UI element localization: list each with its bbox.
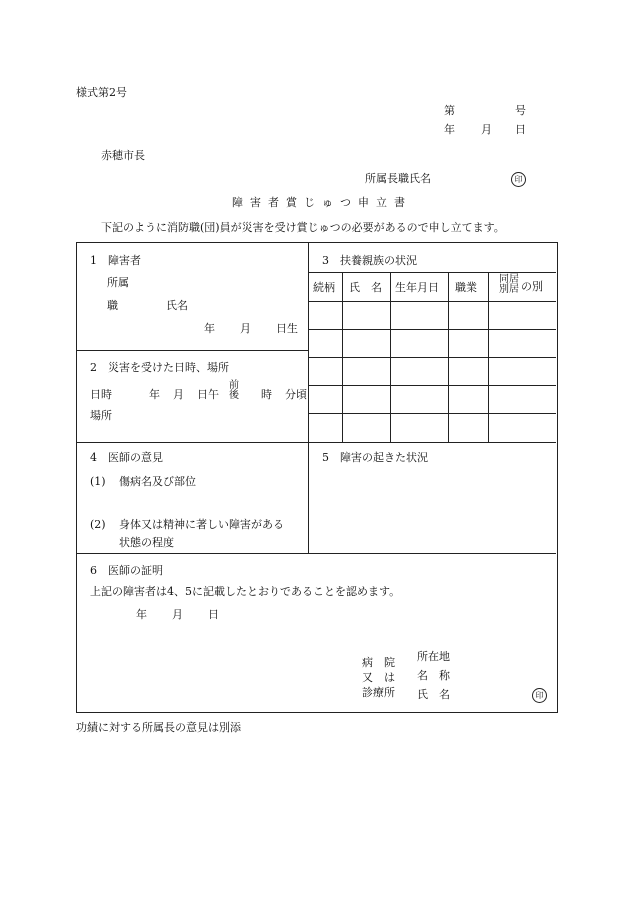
sec2-heading: 2 災害を受けた日時、場所: [90, 361, 229, 374]
sec6-address-label: 所在地: [417, 650, 450, 663]
sec6-hospital-line1: 病 院: [362, 656, 395, 669]
footer-note: 功績に対する所属長の意見は別添: [76, 721, 241, 734]
date-month: 月: [481, 123, 492, 136]
sec6-year: 年: [136, 608, 147, 621]
sec4-item2-line2: 状態の程度: [119, 536, 174, 549]
addressee: 赤穂市長: [101, 149, 145, 162]
sec2-hour: 時: [261, 388, 272, 401]
sec6-hospital-line3: 診療所: [362, 686, 395, 699]
applicant-label: 所属長職氏名: [365, 172, 431, 185]
dep-table-col4: [488, 272, 489, 442]
dep-col-cohabit-bottom: 別居: [499, 284, 519, 295]
dep-col-cohabit-top: 同居: [499, 274, 519, 285]
dep-table-row4: [309, 385, 556, 386]
divider-row-sec6: [77, 553, 556, 554]
intro-text: 下記のように消防職(団)員が災害を受け賞じゅつの必要があるので申し立てます。: [101, 221, 505, 234]
sec2-am-pm-prefix: 午: [208, 388, 219, 401]
sec2-minute: 分頃: [285, 388, 307, 401]
form-number: 様式第2号: [76, 86, 127, 99]
divider-vertical-upper: [308, 243, 309, 554]
sec1-birth-month: 月: [240, 322, 251, 335]
divider-sec1-sec2: [77, 350, 308, 351]
sec2-month: 月: [173, 388, 184, 401]
sec1-position-label: 職: [107, 299, 118, 312]
sec3-heading: 3 扶養親族の状況: [322, 254, 417, 267]
sec6-month: 月: [172, 608, 183, 621]
doc-number-dai: 第: [444, 104, 455, 117]
sec2-day: 日: [197, 388, 208, 401]
dep-table-top: [309, 272, 556, 273]
dep-table-row1: [309, 301, 556, 302]
sec1-heading: 1 障害者: [90, 254, 141, 267]
sec1-birth-year: 年: [204, 322, 215, 335]
applicant-seal-icon: 印: [511, 172, 526, 187]
sec2-year: 年: [149, 388, 160, 401]
sec6-day: 日: [208, 608, 219, 621]
date-day: 日: [515, 123, 526, 136]
dep-table-col3: [448, 272, 449, 442]
sec4-item2-line1: 身体又は精神に著しい障害がある: [119, 518, 284, 531]
sec6-statement: 上記の障害者は4、5に記載したとおりであることを認めます。: [90, 585, 401, 598]
sec4-item1-number: (1): [90, 475, 106, 488]
sec6-hospital-line2: 又 は: [362, 671, 395, 684]
dep-col-relationship: 続柄: [313, 281, 335, 294]
sec1-name-label: 氏名: [166, 299, 188, 312]
dep-col-name: 氏 名: [349, 281, 382, 294]
sec4-item2-number: (2): [90, 518, 106, 531]
dep-col-birthdate: 生年月日: [395, 281, 439, 294]
sec6-doctor-name-label: 氏 名: [417, 688, 450, 701]
sec1-affiliation-label: 所属: [107, 276, 129, 289]
doctor-seal-icon: 印: [532, 688, 547, 703]
date-year: 年: [444, 123, 455, 136]
dep-table-row3: [309, 357, 556, 358]
sec6-heading: 6 医師の証明: [90, 564, 163, 577]
dep-table-col1: [342, 272, 343, 442]
dep-col-cohabit-suffix: の別: [521, 280, 543, 293]
divider-row-sec4: [77, 442, 556, 443]
dep-col-occupation: 職業: [455, 281, 477, 294]
document-title: 障害者賞じゅつ申立書: [232, 196, 412, 209]
doc-number-go: 号: [515, 104, 526, 117]
sec2-ampm-top: 前: [229, 380, 239, 391]
dep-col-cohabit-stack: [497, 275, 521, 295]
sec4-heading: 4 医師の意見: [90, 451, 163, 464]
sec2-datetime-label: 日時: [90, 388, 112, 401]
dep-table-col2: [390, 272, 391, 442]
sec2-ampm-stack: [228, 381, 240, 401]
sec1-birth-day: 日生: [276, 322, 298, 335]
dep-table-row2: [309, 329, 556, 330]
sec4-item1-text: 傷病名及び部位: [119, 475, 196, 488]
sec2-place-label: 場所: [90, 409, 112, 422]
dep-table-row5: [309, 413, 556, 414]
sec5-heading: 5 障害の起きた状況: [322, 451, 428, 464]
sec6-institution-name-label: 名 称: [417, 669, 450, 682]
sec2-ampm-bottom: 後: [229, 390, 239, 401]
